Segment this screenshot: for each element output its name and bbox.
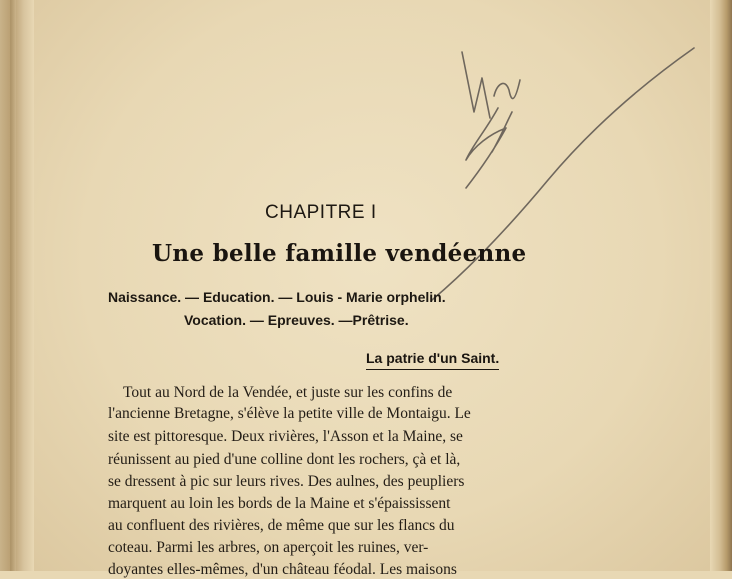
body-text-line: site est pittoresque. Deux rivières, l'Asson et la Maine, se xyxy=(108,428,463,445)
chapter-heading: CHAPITRE I xyxy=(265,202,377,223)
chapter-title: Une belle famille vendéenne xyxy=(152,240,527,267)
section-heading: La patrie d'un Saint. xyxy=(366,350,499,370)
body-text-line: Tout au Nord de la Vendée, et juste sur les confins de xyxy=(123,384,453,401)
chapter-summary-line-2: Vocation. — Epreuves. —Prêtrise. xyxy=(184,312,409,328)
body-text-line: doyantes elles-mêmes, d'un château féodal. Les maisons xyxy=(108,561,457,578)
binding-shadow xyxy=(10,0,16,571)
body-text-line: coteau. Parmi les arbres, on aperçoit les ruines, ver- xyxy=(108,539,429,556)
body-text-line: l'ancienne Bretagne, s'élève la petite ville de Montaigu. Le xyxy=(108,405,471,422)
book-binding-gutter xyxy=(0,0,34,571)
body-text-line: réunissent au pied d'une colline dont les rochers, çà et là, xyxy=(108,451,461,468)
page-edge-shadow xyxy=(710,0,732,571)
body-text-line: marquent au loin les bords de la Maine et s'épaississent xyxy=(108,495,451,512)
chapter-summary-line-1: Naissance. — Education. — Louis - Marie orphelin. xyxy=(108,289,446,305)
body-text-line: se dressent à pic sur leurs rives. Des aulnes, des peupliers xyxy=(108,473,465,490)
body-text-line: au confluent des rivières, de même que sur les flancs du xyxy=(108,517,455,534)
